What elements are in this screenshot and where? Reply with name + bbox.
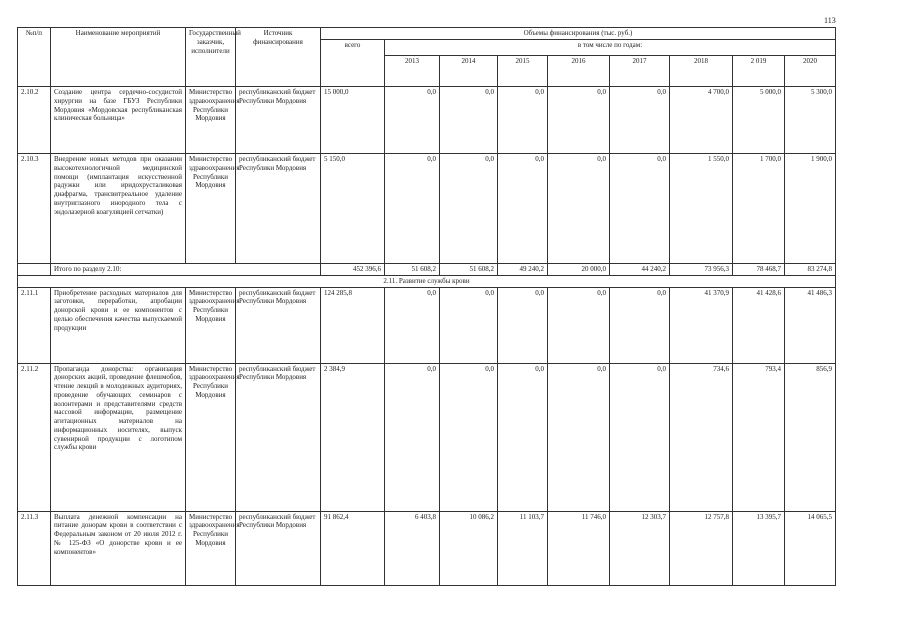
row-value: 734,6	[670, 363, 733, 511]
row-customer: Министерство здравоохранения Республики Мордовия	[186, 87, 236, 154]
row-total: 2 384,9	[321, 363, 385, 511]
header-source: Источник финансирования	[236, 28, 321, 87]
header-year: 2017	[610, 56, 670, 87]
header-year: 2016	[548, 56, 610, 87]
subtotal-value: 83 274,8	[785, 264, 836, 276]
row-num: 2.11.1	[18, 287, 51, 363]
subtotal-value: 51 608,2	[440, 264, 498, 276]
header-volumes: Объемы финансирования (тыс. руб.)	[321, 28, 836, 40]
row-customer: Министерство здравоохранения Республики Мордовия	[186, 154, 236, 264]
row-name: Создание центра сердечно-сосудистой хирургии на базе ГБУЗ Республики Мордовия «Мордовская республиканская клиническая больница»	[51, 87, 186, 154]
row-num: 2.10.3	[18, 154, 51, 264]
row-value: 0,0	[440, 363, 498, 511]
row-total: 15 000,0	[321, 87, 385, 154]
row-source: республиканский бюджет Республики Мордовия	[236, 511, 321, 585]
row-value: 0,0	[610, 287, 670, 363]
row-total: 124 285,8	[321, 287, 385, 363]
row-value: 11 746,0	[548, 511, 610, 585]
row-value: 0,0	[548, 363, 610, 511]
header-customer: Государственный заказчик, исполнители	[186, 28, 236, 87]
page-number: 113	[824, 16, 836, 25]
header-num: №п/п	[18, 28, 51, 87]
subtotal-value: 44 240,2	[610, 264, 670, 276]
row-value: 0,0	[548, 287, 610, 363]
row-source: республиканский бюджет Республики Мордовия	[236, 154, 321, 264]
row-value: 0,0	[498, 287, 548, 363]
header-year: 2018	[670, 56, 733, 87]
row-value: 856,9	[785, 363, 836, 511]
row-value: 0,0	[385, 287, 440, 363]
row-value: 4 700,0	[670, 87, 733, 154]
header-total: всего	[321, 40, 385, 87]
row-value: 0,0	[440, 87, 498, 154]
subtotal-label: Итого по разделу 2.10:	[51, 264, 321, 276]
row-source: республиканский бюджет Республики Мордовия	[236, 287, 321, 363]
row-value: 0,0	[385, 363, 440, 511]
table-row	[18, 363, 836, 511]
table-row	[18, 154, 836, 264]
row-value: 5 000,0	[733, 87, 785, 154]
row-value: 1 550,0	[670, 154, 733, 264]
row-source: республиканский бюджет Республики Мордовия	[236, 363, 321, 511]
row-num: 2.10.2	[18, 87, 51, 154]
header-year: 2014	[440, 56, 498, 87]
row-total: 5 150,0	[321, 154, 385, 264]
subtotal-value: 49 240,2	[498, 264, 548, 276]
subtotal-value: 73 956,3	[670, 264, 733, 276]
row-value: 41 370,9	[670, 287, 733, 363]
row-value: 12 757,8	[670, 511, 733, 585]
section-title: 2.11. Развитие службы крови	[18, 275, 836, 287]
row-value: 12 303,7	[610, 511, 670, 585]
header-year: 2015	[498, 56, 548, 87]
header-by-years: в том числе по годам:	[385, 40, 836, 56]
row-value: 41 428,6	[733, 287, 785, 363]
row-value: 11 103,7	[498, 511, 548, 585]
row-value: 1 700,0	[733, 154, 785, 264]
row-value: 1 900,0	[785, 154, 836, 264]
subtotal-total: 452 396,6	[321, 264, 385, 276]
row-name: Выплата денежной компенсации на питание донорам крови в соответствии с Федеральным законом от 20 июля 2012 г. № 125-ФЗ «О донорстве крови и ее компонентов»	[51, 511, 186, 585]
header-year: 2013	[385, 56, 440, 87]
row-value: 0,0	[498, 154, 548, 264]
table-row	[18, 511, 836, 585]
row-customer: Министерство здравоохранения Республики Мордовия	[186, 511, 236, 585]
row-name: Внедрение новых методов при оказании высокотехнологичной медицинской помощи (имплантация искусственной радужки или иридохрусталиковая диафрагма, трансвитреальное удаление внутриглазного инородного тела с эндолазерной коагуляцией сетчатки)	[51, 154, 186, 264]
row-value: 5 300,0	[785, 87, 836, 154]
row-total: 91 862,4	[321, 511, 385, 585]
subtotal-row	[18, 264, 836, 276]
row-value: 0,0	[440, 287, 498, 363]
row-source: республиканский бюджет Республики Мордовия	[236, 87, 321, 154]
row-name: Приобретение расходных материалов для заготовки, переработки, апробации донорской крови и ее компонентов с целью обеспечения качества выпускаемой продукции	[51, 287, 186, 363]
header-year: 2 019	[733, 56, 785, 87]
row-value: 0,0	[610, 154, 670, 264]
row-value: 0,0	[610, 363, 670, 511]
subtotal-value: 78 468,7	[733, 264, 785, 276]
row-value: 14 065,5	[785, 511, 836, 585]
header-name: Наименование мероприятий	[51, 28, 186, 87]
row-value: 0,0	[498, 363, 548, 511]
financing-table	[17, 27, 836, 586]
row-value: 10 086,2	[440, 511, 498, 585]
header-year: 2020	[785, 56, 836, 87]
row-value: 0,0	[548, 87, 610, 154]
row-name: Пропаганда донорства: организация донорских акций, проведение флешмобов, чтение лекций в молодежных аудиториях, проведение обучающих семинаров с волонтерами и представителями средств массовой информации, размещение агитационных материалов на информационных носителях, выпуск сувенирной продукции с логотипом службы крови	[51, 363, 186, 511]
table-row	[18, 287, 836, 363]
row-value: 793,4	[733, 363, 785, 511]
row-value: 13 395,7	[733, 511, 785, 585]
row-value: 0,0	[548, 154, 610, 264]
row-customer: Министерство здравоохранения Республики Мордовия	[186, 287, 236, 363]
row-value: 0,0	[385, 154, 440, 264]
row-value: 6 403,8	[385, 511, 440, 585]
row-customer: Министерство здравоохранения Республики Мордовия	[186, 363, 236, 511]
row-value: 0,0	[610, 87, 670, 154]
row-num: 2.11.2	[18, 363, 51, 511]
row-value: 0,0	[498, 87, 548, 154]
row-value: 0,0	[440, 154, 498, 264]
row-value: 41 486,3	[785, 287, 836, 363]
subtotal-value: 20 000,0	[548, 264, 610, 276]
table-row	[18, 87, 836, 154]
row-num: 2.11.3	[18, 511, 51, 585]
subtotal-value: 51 608,2	[385, 264, 440, 276]
row-value: 0,0	[385, 87, 440, 154]
